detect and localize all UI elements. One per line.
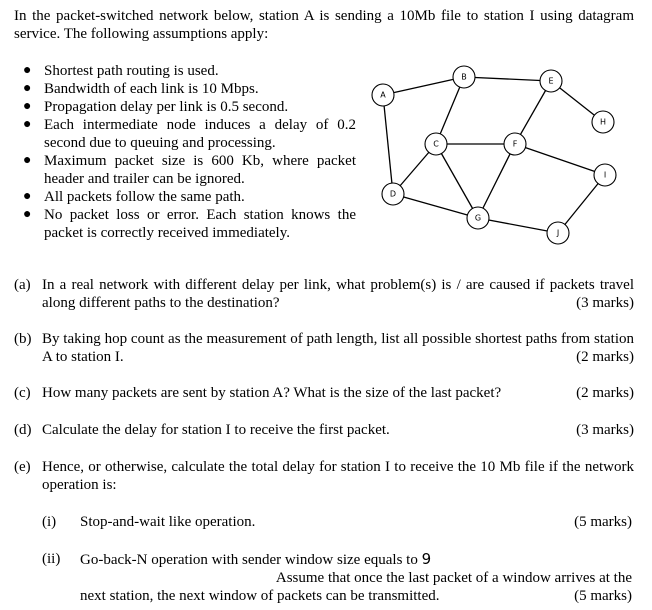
intro-paragraph: In the packet-switched network below, station A is sending a 10Mb file to station I using datagram service. The following assumptions apply: [14,8,634,42]
node-label-F: F [512,139,518,149]
marks-label: (3 marks) [576,295,634,311]
assumption-item: ● Bandwidth of each link is 10 Mbps. [23,81,259,97]
assumptions-list [20,62,356,242]
question-e [14,458,634,494]
marks-label: (3 marks) [576,422,634,438]
note-line-1: Assume that once the last packet of a window arrives at the [275,570,632,586]
question-text: In a real network with different delay per link, what problem(s) is / are caused if packets travel along different paths to the destination? [42,277,634,311]
node-label-C: C [433,139,439,149]
assumption-item: ● All packets follow the same path. [23,189,245,205]
question-b [14,330,634,366]
note-line-2: next station, the next window of packets can be transmitted. [80,588,440,604]
node-label-D: D [389,189,397,199]
handwritten-value: 9 [421,550,432,568]
link-A-B [383,77,464,95]
link-B-E [464,77,551,81]
marks-label: (2 marks) [576,349,634,365]
bullet-icon: ● [23,189,32,204]
node-label-A: A [380,90,386,100]
sub-question-text: Stop-and-wait like operation. [80,514,256,530]
link-C-G [436,144,478,218]
assumption-item: ● Shortest path routing is used. [23,63,219,79]
link-D-G [393,194,478,218]
question-text: Hence, or otherwise, calculate the total delay for station I to receive the 10 Mb file if the network operation is: [42,459,634,493]
node-label-G: G [474,213,482,223]
bullet-icon: ● [23,207,32,222]
link-G-J [478,218,558,233]
assumption-item: ● Propagation delay per link is 0.5 second. [23,99,289,115]
marks-label: (2 marks) [576,385,634,401]
node-label-H: H [599,117,607,127]
link-A-D [383,95,393,194]
assumption-item: ● No packet loss or error. Each station knows the packet is correctly received immediately. [23,207,356,241]
question-e-ii [42,550,632,605]
node-label-I: I [603,170,607,180]
question-number: (d) [14,422,32,438]
marks-label: (5 marks) [574,588,632,604]
question-text: How many packets are sent by station A? What is the size of the last packet? [42,385,502,401]
question-text: Calculate the delay for station I to receive the first packet. [42,422,390,438]
question-e-i [42,513,632,531]
sub-question-number: (ii) [42,551,61,567]
assumption-item: ● Maximum packet size is 600 Kb, where packet header and trailer can be ignored. [23,153,356,187]
node-label-B: B [461,72,467,82]
question-c [14,384,634,402]
sub-question-number: (i) [42,514,57,530]
link-F-G [478,144,515,218]
bullet-icon: ● [23,81,32,96]
question-number: (b) [14,331,32,347]
question-a [14,276,634,312]
assumption-item: ● Each intermediate node induces a delay of 0.2 second due to queuing and processing. [23,117,356,151]
node-label-J: J [556,228,560,238]
question-text: By taking hop count as the measurement of path length, list all possible shortest paths from station A to station I. [42,331,634,365]
bullet-icon: ● [23,63,32,78]
node-label-E: E [548,76,554,86]
network-diagram [360,62,650,262]
question-number: (e) [14,459,31,475]
bullet-icon: ● [23,153,32,168]
question-number: (a) [14,277,31,293]
marks-label: (5 marks) [574,514,632,530]
link-F-I [515,144,605,175]
bullet-icon: ● [23,117,32,132]
question-number: (c) [14,385,31,401]
sub-question-text: Go-back-N operation with sender window size equals to [80,552,418,568]
bullet-icon: ● [23,99,32,114]
question-d [14,421,634,439]
